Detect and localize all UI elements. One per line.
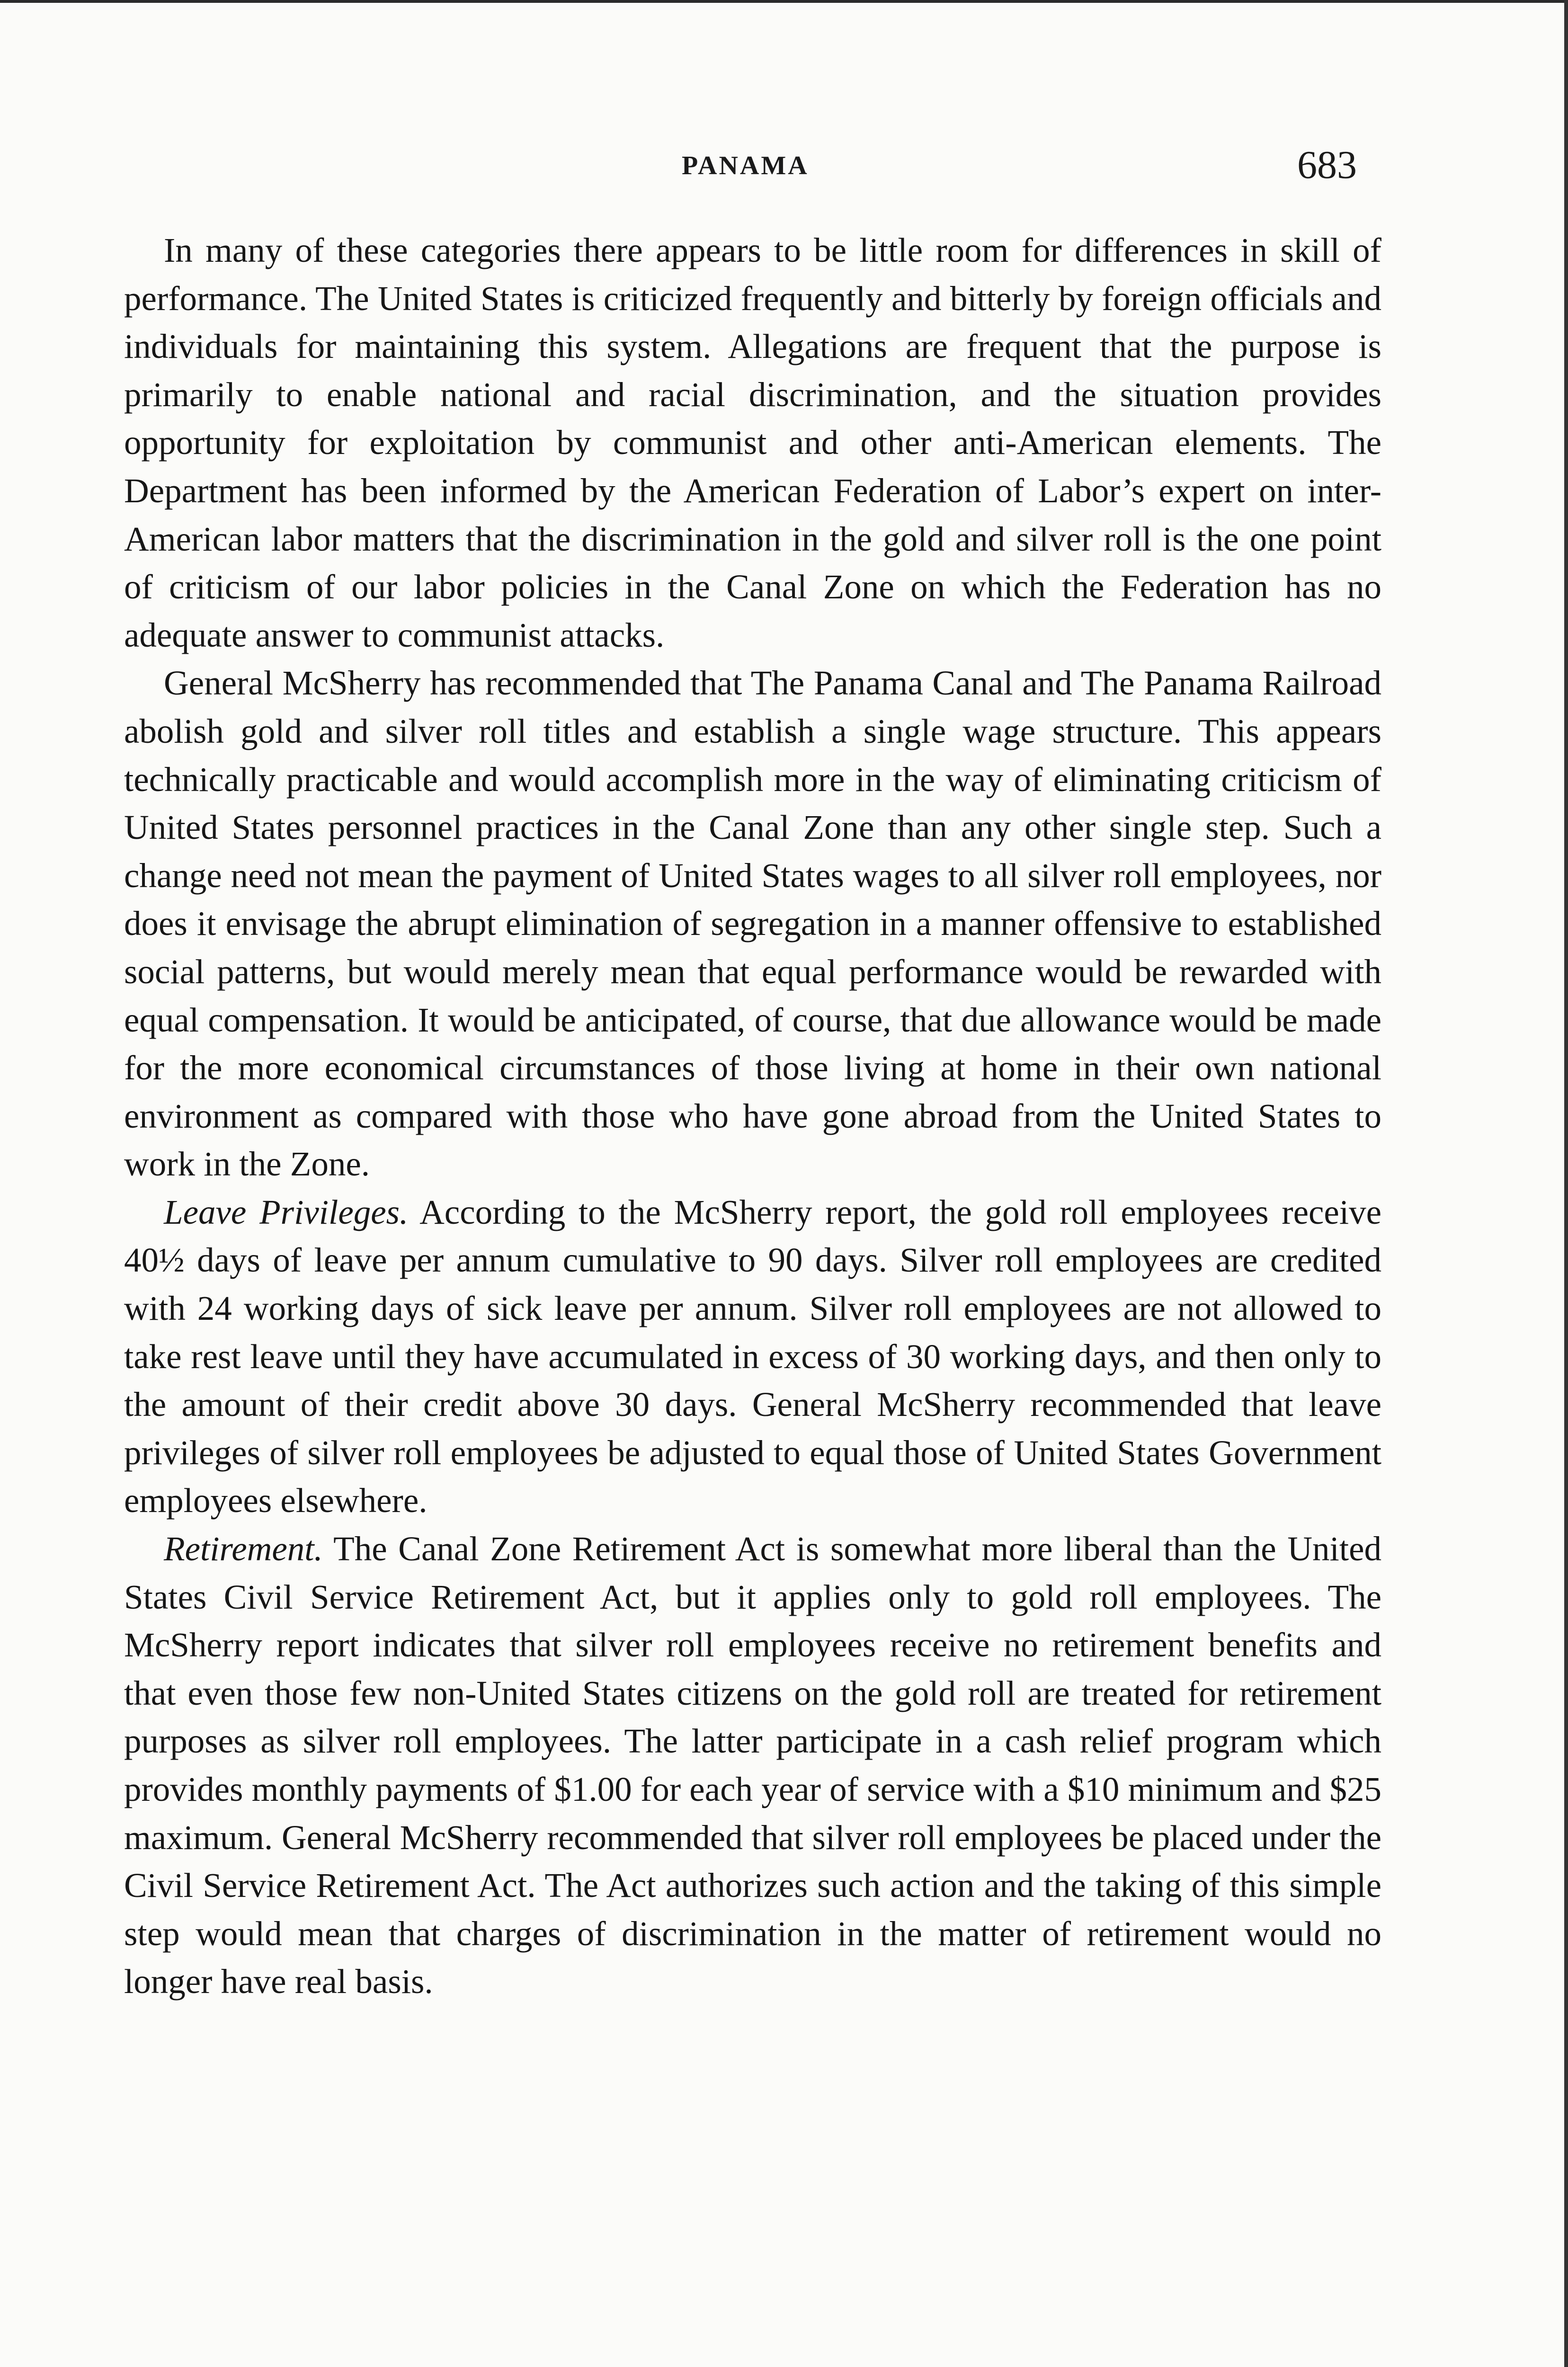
- run-in-heading: Leave Privileges.: [164, 1192, 409, 1231]
- paragraph-categories: [124, 226, 1381, 659]
- paragraph-retirement: [124, 1525, 1381, 2006]
- paragraph-text: In many of these categories there appears to be little room for differences in skill of performance. The United States is criticized frequently and bitterly by foreign officials and individuals for maintaining this system. Allegations are frequent that the purpose is primarily to enable national and racial discrimination, and the situation provides opportunity for exploitation by communist and other anti-American elements. The Department has been informed by the American Federation of Labor’s expert on inter-American labor matters that the discrimination in the gold and silver roll is the one point of criticism of our labor policies in the Canal Zone on which the Federation has no adequate answer to communist attacks.: [124, 231, 1381, 654]
- right-edge-rule: [1564, 0, 1568, 2367]
- body-text: [124, 226, 1381, 2006]
- running-head: [0, 142, 1568, 194]
- paragraph-text: According to the McSherry report, the gold roll employees receive 40½ days of leave per annum cumulative to 90 days. Silver roll employees are credited with 24 working days of sick leave per annum. Silver roll employees are not allowed to take rest leave until they have accumulated in excess of 30 working days, and then only to the amount of their credit above 30 days. General McSherry recommended that leave privileges of silver roll employees be adjusted to equal those of United States Government employees elsewhere.: [124, 1192, 1382, 1520]
- paragraph-single-wage-structure: [124, 659, 1381, 1188]
- paragraph-text: The Canal Zone Retirement Act is somewhat more liberal than the United States Civil Service Retirement Act, but it applies only to gold roll employees. The McSherry report indicates that silver roll employees receive no retirement benefits and that even those few non-United States citizens on the gold roll are treated for retirement purposes as silver roll employees. The latter participate in a cash relief program which provides monthly payments of $1.00 for each year of service with a $10 minimum and $25 maximum. General McSherry recommended that silver roll employees be placed under the Civil Service Retirement Act. The Act authorizes such action and the taking of this simple step would mean that charges of discrimination in the matter of retirement would no longer have real basis.: [124, 1530, 1381, 2001]
- paragraph-leave-privileges: [124, 1188, 1381, 1525]
- top-edge-rule: [0, 0, 1568, 3]
- run-in-heading: Retirement.: [164, 1530, 323, 1568]
- page-number: 683: [1297, 143, 1357, 187]
- paragraph-text: General McSherry has recommended that The Panama Canal and The Panama Railroad abolish gold and silver roll titles and establish a single wage structure. This appears technically practicable and would accomplish more in the way of eliminating criticism of United States personnel practices in the Canal Zone than any other single step. Such a change need not mean the payment of United States wages to all silver roll employees, nor does it envisage the abrupt elimination of segregation in a manner offensive to established social patterns, but would merely mean that equal performance would be rewarded with equal compensation. It would be anticipated, of course, that due allowance would be made for the more economical circumstances of those living at home in their own national environment as compared with those who have gone abroad from the United States to work in the Zone.: [124, 664, 1381, 1184]
- running-title: PANAMA: [682, 151, 809, 180]
